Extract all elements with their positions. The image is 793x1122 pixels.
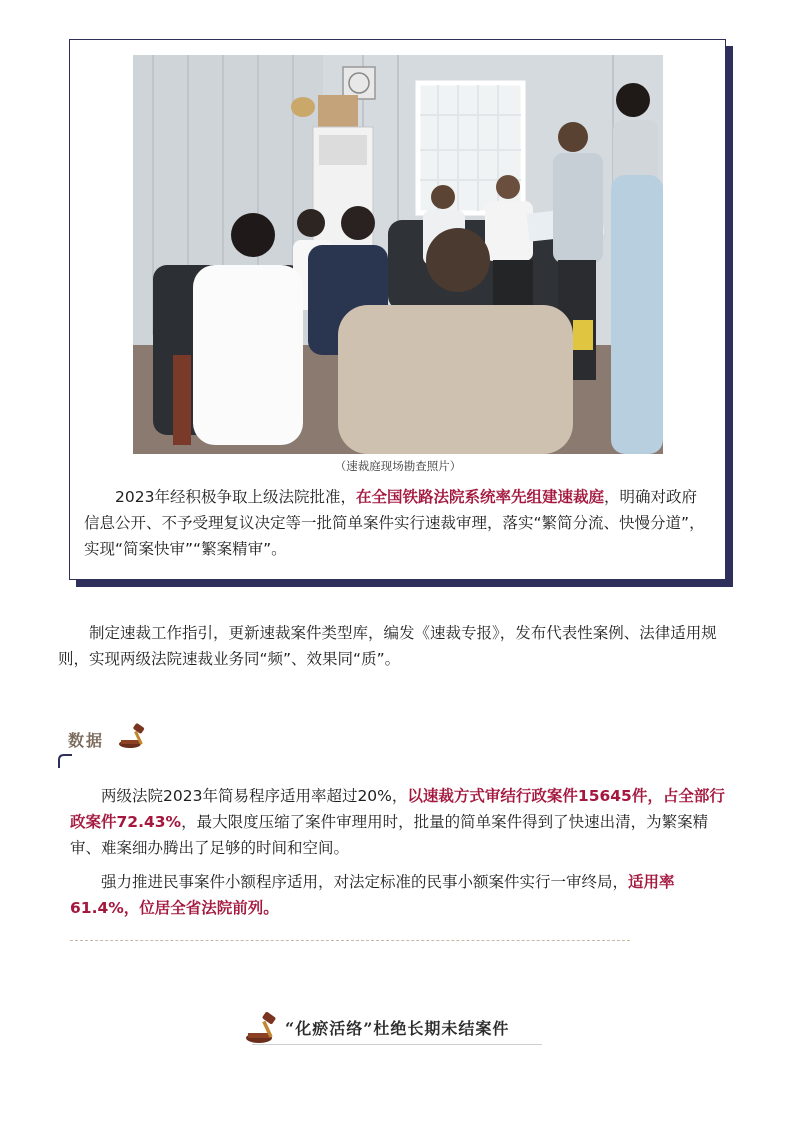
p1-highlight: 在全国铁路法院系统率先组建速裁庭 (355, 488, 604, 506)
next-section-title: “化瘀活络”杜绝长期未结案件 (285, 1019, 510, 1038)
p3-text-a: 两级法院2023年简易程序适用率超过20%， (101, 787, 408, 805)
section-title: 数据 (68, 731, 105, 750)
paragraph-guidelines (58, 620, 738, 672)
p2-text: 制定速裁工作指引，更新速裁案件类型库，编发《速裁专报》，发布代表性案例、法律适用规则，实现两级法院速裁业务同“频”、效果同“质”。 (58, 624, 717, 668)
paragraph-speedy-tribunal (84, 484, 712, 562)
p1-text-c: ，明确对政府信息公开、不予受理复议决定等一批简单案件实行速裁审理，落实“繁简分流、快慢分道”，实现“简案快审”“繁案精审”。 (84, 488, 705, 558)
site-inspection-photo (133, 55, 663, 454)
p4-highlight: 适用率61.4%，位居全省法院前列。 (70, 873, 675, 917)
corner-accent (58, 754, 72, 768)
photo-caption: （速裁庭现场勘查照片） (334, 459, 462, 473)
dashed-divider (70, 940, 630, 941)
gavel-icon (245, 1012, 279, 1044)
gavel-icon (118, 723, 148, 749)
p3-text-c: ，最大限度压缩了案件审理用时，批量的简单案件得到了快速出清，为繁案精审、难案细办腾出了足够的时间和空间。 (70, 813, 709, 857)
p3-highlight: 以速裁方式审结行政案件15645件，占全部行政案件72.43% (70, 787, 725, 831)
title-underline (252, 1044, 542, 1045)
paragraph-statistics (70, 783, 730, 861)
p1-text-a: 2023年经积极争取上级法院批准， (115, 488, 356, 506)
paragraph-small-claims (70, 869, 730, 921)
p4-text-a: 强力推进民事案件小额程序适用，对法定标准的民事小额案件实行一审终局， (101, 873, 629, 891)
